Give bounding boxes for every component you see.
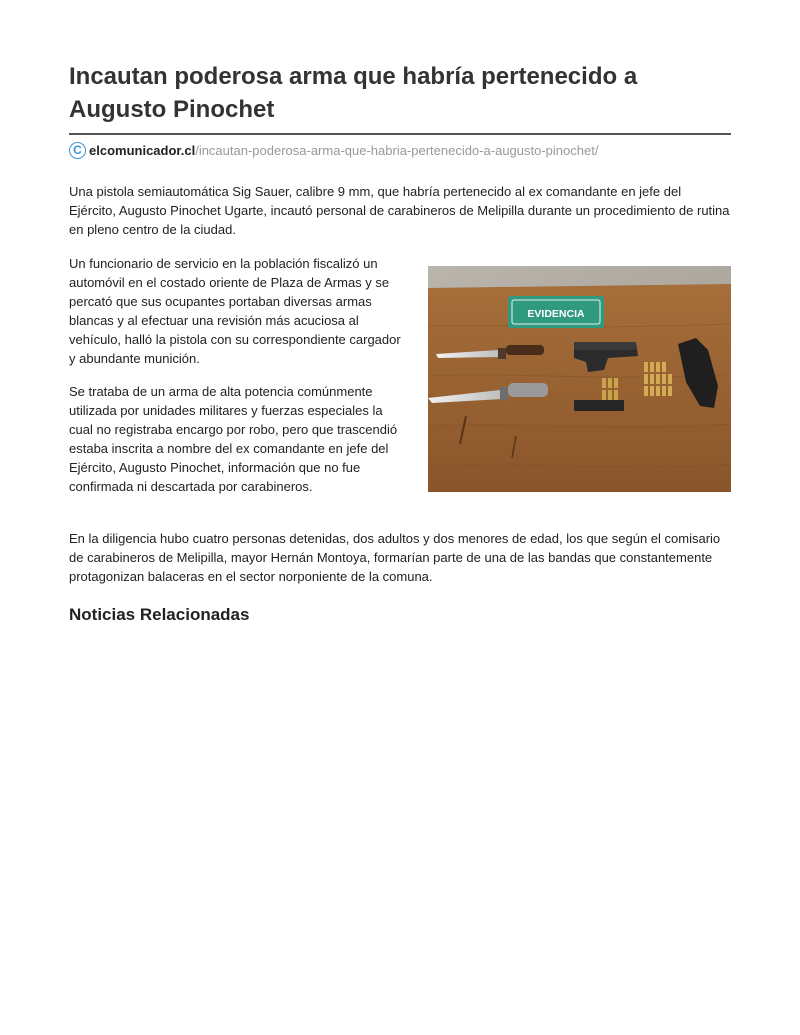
source-domain[interactable]: elcomunicador.cl xyxy=(89,142,196,158)
paragraph-2: Un funcionario de servicio en la población fiscalizó un automóvil en el costado oriente de Plaza de Armas y se percató que sus ocupantes portaban diversas armas blancas y al efectuar una revisión más acuciosa al vehículo, halló la pistola con su correspondiente cargador y abundante munición. xyxy=(69,256,401,366)
source-link[interactable] xyxy=(69,140,598,160)
copyright-c-icon: C xyxy=(69,142,86,159)
article-title: Incautan poderosa arma que habría pertenecido a Augusto Pinochet xyxy=(69,63,638,123)
paragraph-4: En la diligencia hubo cuatro personas detenidas, dos adultos y dos menores de edad, los que según el comisario de carabineros de Melipilla, mayor Hernán Montoya, formarían parte de una de las bandas que constantemente protagonizan balaceras en el sector norponiente de la comuna. xyxy=(69,531,721,584)
title-divider xyxy=(69,133,731,135)
paragraph-1: Una pistola semiautomática Sig Sauer, calibre 9 mm, que habría pertenecido al ex comandante en jefe del Ejército, Augusto Pinochet Ugarte, incautó personal de carabineros de Melipilla durante un procedimiento de rutina en pleno centro de la ciudad. xyxy=(69,184,730,237)
related-news-heading: Noticias Relacionadas xyxy=(69,605,250,624)
magazine xyxy=(574,400,624,411)
evidence-sign xyxy=(508,296,604,328)
paragraph-3: Se trataba de un arma de alta potencia comúnmente utilizada por unidades militares y fuerzas especiales la cual no registraba encargo por robo, pero que trascendió estaba inscrita a nombre del ex comandante en jefe del Ejército, Augusto Pinochet, información que no fue confirmada ni descartada por carabineros. xyxy=(69,384,398,494)
evidence-sign-label: EVIDENCIA xyxy=(527,308,585,320)
evidence-photo xyxy=(428,266,731,492)
source-path[interactable]: /incautan-poderosa-arma-que-habria-pertenecido-a-augusto-pinochet/ xyxy=(195,142,599,158)
evidence-photo-drawing xyxy=(428,266,731,492)
